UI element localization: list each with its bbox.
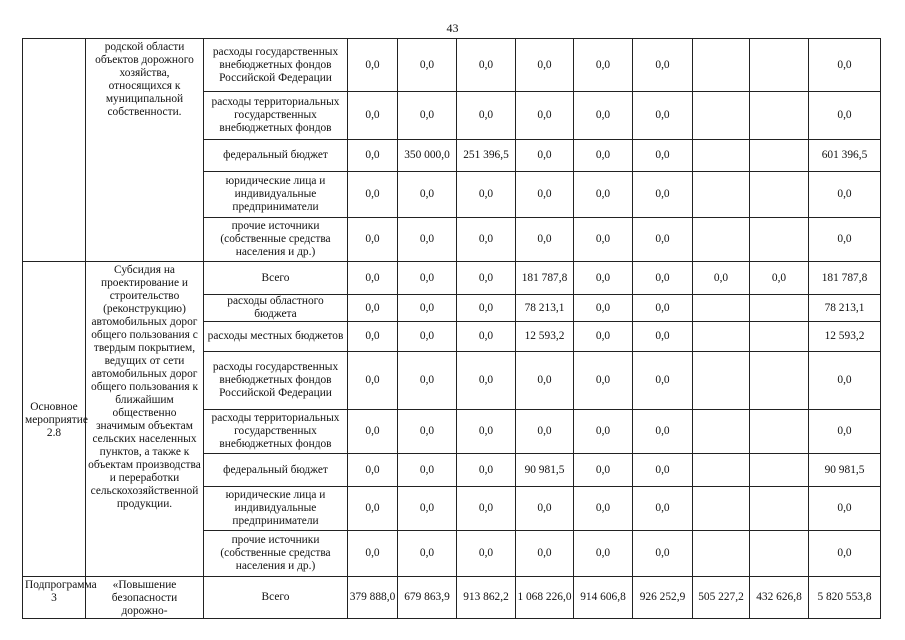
table-row — [23, 262, 881, 295]
funding-source-cell: федеральный бюджет — [204, 454, 348, 487]
funding-source-cell: юридические лица и индивидуальные предприниматели — [204, 172, 348, 218]
page-number: 43 — [446, 21, 459, 35]
value-cell: 0,0 — [398, 487, 457, 531]
funding-source-cell: федеральный бюджет — [204, 140, 348, 172]
value-cell: 0,0 — [457, 410, 516, 454]
value-cell — [693, 172, 750, 218]
value-cell: 0,0 — [348, 262, 398, 295]
value-cell: 0,0 — [574, 352, 633, 410]
item-code-cell: Подпрограмма 3 — [23, 577, 86, 619]
value-cell: 0,0 — [457, 262, 516, 295]
value-cell: 0,0 — [574, 454, 633, 487]
funding-source-cell: Всего — [204, 577, 348, 619]
value-cell: 0,0 — [348, 140, 398, 172]
value-cell: 0,0 — [398, 322, 457, 352]
value-cell — [693, 322, 750, 352]
value-cell — [750, 39, 809, 92]
value-cell: 0,0 — [516, 531, 574, 577]
value-cell: 0,0 — [633, 92, 693, 140]
funding-source-cell: расходы государственных внебюджетных фондов Российской Федерации — [204, 352, 348, 410]
value-cell: 0,0 — [574, 322, 633, 352]
value-cell: 0,0 — [457, 39, 516, 92]
value-cell: 0,0 — [809, 487, 881, 531]
value-cell: 0,0 — [809, 39, 881, 92]
value-cell: 0,0 — [457, 295, 516, 322]
value-cell: 0,0 — [398, 454, 457, 487]
value-cell — [693, 410, 750, 454]
funding-source-cell: прочие источники (собственные средства населения и др.) — [204, 531, 348, 577]
value-cell: 0,0 — [633, 487, 693, 531]
value-cell: 181 787,8 — [516, 262, 574, 295]
item-code-cell — [23, 39, 86, 262]
value-cell: 679 863,9 — [398, 577, 457, 619]
value-cell: 0,0 — [348, 218, 398, 262]
item-description-cell: Субсидия на проектирование и строительство (реконструкцию) автомобильных дорог общего пользования с твердым покрытием, ведущих от сети автомобильных дорог общего пользования к ближайшим общественно значимым объектам сельских населенных пунктов, а также к объектам производства и переработки сельскохозяйственной продукции. — [86, 262, 204, 577]
value-cell: 12 593,2 — [809, 322, 881, 352]
value-cell: 0,0 — [457, 531, 516, 577]
funding-source-cell: Всего — [204, 262, 348, 295]
value-cell: 0,0 — [516, 352, 574, 410]
value-cell: 0,0 — [574, 92, 633, 140]
value-cell — [750, 322, 809, 352]
value-cell: 0,0 — [457, 454, 516, 487]
value-cell — [693, 487, 750, 531]
value-cell: 0,0 — [348, 39, 398, 92]
value-cell: 12 593,2 — [516, 322, 574, 352]
value-cell: 0,0 — [633, 262, 693, 295]
item-description-cell: «Повышение безопасности дорожно- — [86, 577, 204, 619]
value-cell: 1 068 226,0 — [516, 577, 574, 619]
value-cell: 0,0 — [348, 410, 398, 454]
item-code-cell: Основное мероприятие 2.8 — [23, 262, 86, 577]
value-cell: 0,0 — [457, 352, 516, 410]
value-cell — [693, 352, 750, 410]
value-cell: 0,0 — [633, 39, 693, 92]
value-cell — [693, 92, 750, 140]
value-cell: 0,0 — [398, 410, 457, 454]
value-cell: 0,0 — [693, 262, 750, 295]
value-cell: 0,0 — [809, 352, 881, 410]
value-cell: 0,0 — [516, 140, 574, 172]
value-cell: 0,0 — [574, 140, 633, 172]
value-cell — [750, 352, 809, 410]
value-cell — [693, 454, 750, 487]
funding-source-cell: юридические лица и индивидуальные предприниматели — [204, 487, 348, 531]
value-cell: 251 396,5 — [457, 140, 516, 172]
value-cell: 0,0 — [348, 352, 398, 410]
value-cell — [693, 218, 750, 262]
value-cell: 0,0 — [750, 262, 809, 295]
value-cell — [750, 172, 809, 218]
value-cell — [750, 531, 809, 577]
value-cell: 0,0 — [457, 92, 516, 140]
value-cell: 0,0 — [516, 487, 574, 531]
value-cell: 0,0 — [516, 39, 574, 92]
value-cell: 0,0 — [457, 487, 516, 531]
value-cell: 0,0 — [457, 172, 516, 218]
value-cell: 0,0 — [574, 487, 633, 531]
value-cell: 505 227,2 — [693, 577, 750, 619]
value-cell: 0,0 — [633, 140, 693, 172]
value-cell: 0,0 — [516, 218, 574, 262]
value-cell: 0,0 — [516, 172, 574, 218]
value-cell: 90 981,5 — [809, 454, 881, 487]
value-cell: 0,0 — [809, 218, 881, 262]
value-cell — [750, 140, 809, 172]
value-cell: 0,0 — [398, 218, 457, 262]
value-cell — [750, 454, 809, 487]
value-cell: 90 981,5 — [516, 454, 574, 487]
value-cell: 0,0 — [633, 295, 693, 322]
value-cell: 0,0 — [398, 262, 457, 295]
value-cell: 0,0 — [398, 172, 457, 218]
table-body — [23, 39, 881, 619]
value-cell — [693, 39, 750, 92]
table-row — [23, 39, 881, 92]
funding-source-cell: расходы областного бюджета — [204, 295, 348, 322]
value-cell: 0,0 — [633, 410, 693, 454]
value-cell: 0,0 — [398, 352, 457, 410]
value-cell: 0,0 — [574, 262, 633, 295]
value-cell: 0,0 — [516, 410, 574, 454]
value-cell: 0,0 — [633, 322, 693, 352]
funding-source-cell: расходы территориальных государственных внебюджетных фондов — [204, 410, 348, 454]
value-cell: 0,0 — [348, 295, 398, 322]
value-cell: 0,0 — [633, 352, 693, 410]
value-cell: 181 787,8 — [809, 262, 881, 295]
value-cell — [750, 487, 809, 531]
value-cell — [693, 531, 750, 577]
budget-table — [22, 38, 881, 619]
value-cell: 0,0 — [348, 322, 398, 352]
value-cell: 0,0 — [574, 410, 633, 454]
value-cell: 0,0 — [809, 92, 881, 140]
value-cell: 0,0 — [574, 172, 633, 218]
value-cell: 0,0 — [633, 172, 693, 218]
table-row — [23, 577, 881, 619]
value-cell: 78 213,1 — [809, 295, 881, 322]
value-cell: 0,0 — [348, 531, 398, 577]
value-cell: 0,0 — [516, 92, 574, 140]
value-cell: 0,0 — [574, 531, 633, 577]
value-cell: 0,0 — [348, 454, 398, 487]
value-cell: 0,0 — [398, 531, 457, 577]
value-cell: 0,0 — [633, 531, 693, 577]
value-cell: 432 626,8 — [750, 577, 809, 619]
value-cell: 0,0 — [457, 218, 516, 262]
item-description-cell: родской области объектов дорожного хозяйства, относящихся к муниципальной собственности. — [86, 39, 204, 262]
value-cell: 0,0 — [398, 92, 457, 140]
value-cell: 0,0 — [809, 172, 881, 218]
value-cell — [750, 218, 809, 262]
value-cell — [693, 140, 750, 172]
value-cell: 0,0 — [348, 172, 398, 218]
value-cell: 601 396,5 — [809, 140, 881, 172]
value-cell: 0,0 — [809, 410, 881, 454]
value-cell — [750, 92, 809, 140]
value-cell: 0,0 — [574, 39, 633, 92]
value-cell: 0,0 — [348, 92, 398, 140]
value-cell: 914 606,8 — [574, 577, 633, 619]
value-cell: 0,0 — [398, 295, 457, 322]
value-cell: 350 000,0 — [398, 140, 457, 172]
funding-source-cell: прочие источники (собственные средства населения и др.) — [204, 218, 348, 262]
value-cell: 78 213,1 — [516, 295, 574, 322]
value-cell: 0,0 — [574, 295, 633, 322]
funding-source-cell: расходы государственных внебюджетных фондов Российской Федерации — [204, 39, 348, 92]
value-cell: 0,0 — [633, 454, 693, 487]
value-cell: 0,0 — [457, 322, 516, 352]
value-cell — [750, 295, 809, 322]
value-cell — [750, 410, 809, 454]
value-cell: 379 888,0 — [348, 577, 398, 619]
value-cell: 0,0 — [348, 487, 398, 531]
value-cell: 0,0 — [574, 218, 633, 262]
value-cell — [693, 295, 750, 322]
value-cell: 926 252,9 — [633, 577, 693, 619]
value-cell: 0,0 — [809, 531, 881, 577]
funding-source-cell: расходы территориальных государственных внебюджетных фондов — [204, 92, 348, 140]
value-cell: 0,0 — [633, 218, 693, 262]
value-cell: 0,0 — [398, 39, 457, 92]
value-cell: 5 820 553,8 — [809, 577, 881, 619]
funding-source-cell: расходы местных бюджетов — [204, 322, 348, 352]
value-cell: 913 862,2 — [457, 577, 516, 619]
